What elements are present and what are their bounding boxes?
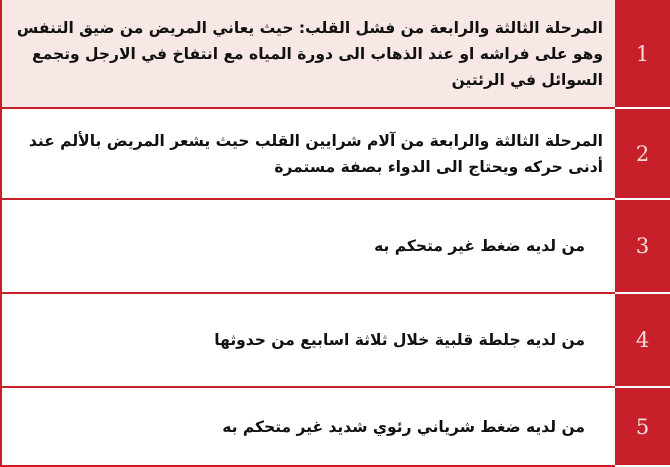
row-text: من لديه جلطة قلبية خلال ثلاثة اسابيع من حدوثها xyxy=(214,331,585,349)
row-number: 5 xyxy=(615,388,670,467)
row-text: المرحلة الثالثة والرابعة من فشل القلب: حيث يعاني المريض من ضيق التنفس وهو على فراشه او عند الذهاب الى دورة المياه مع انتفاخ في الارجل وتجمع السوائل في الرئتين xyxy=(16,18,603,89)
table-row xyxy=(0,0,670,109)
row-number: 3 xyxy=(615,200,670,294)
row-text: المرحلة الثالثة والرابعة من آلام شرايين القلب حيث يشعر المريض بالألم عند أدنى حركه ويحتاج الى الدواء بصفة مستمرة xyxy=(28,131,603,176)
row-number: 2 xyxy=(615,109,670,200)
row-text-cell xyxy=(0,388,615,467)
row-text: من لديه ضغط غير متحكم به xyxy=(374,237,585,255)
row-text-cell xyxy=(0,0,615,109)
row-text-cell xyxy=(0,109,615,200)
row-number: 1 xyxy=(615,0,670,109)
table-row xyxy=(0,294,670,388)
table-row xyxy=(0,109,670,200)
table-row xyxy=(0,388,670,467)
row-text-cell xyxy=(0,200,615,294)
row-text: من لديه ضغط شرياني رئوي شديد غير متحكم به xyxy=(222,417,585,436)
row-text-cell xyxy=(0,294,615,388)
table-row xyxy=(0,200,670,294)
row-number: 4 xyxy=(615,294,670,388)
